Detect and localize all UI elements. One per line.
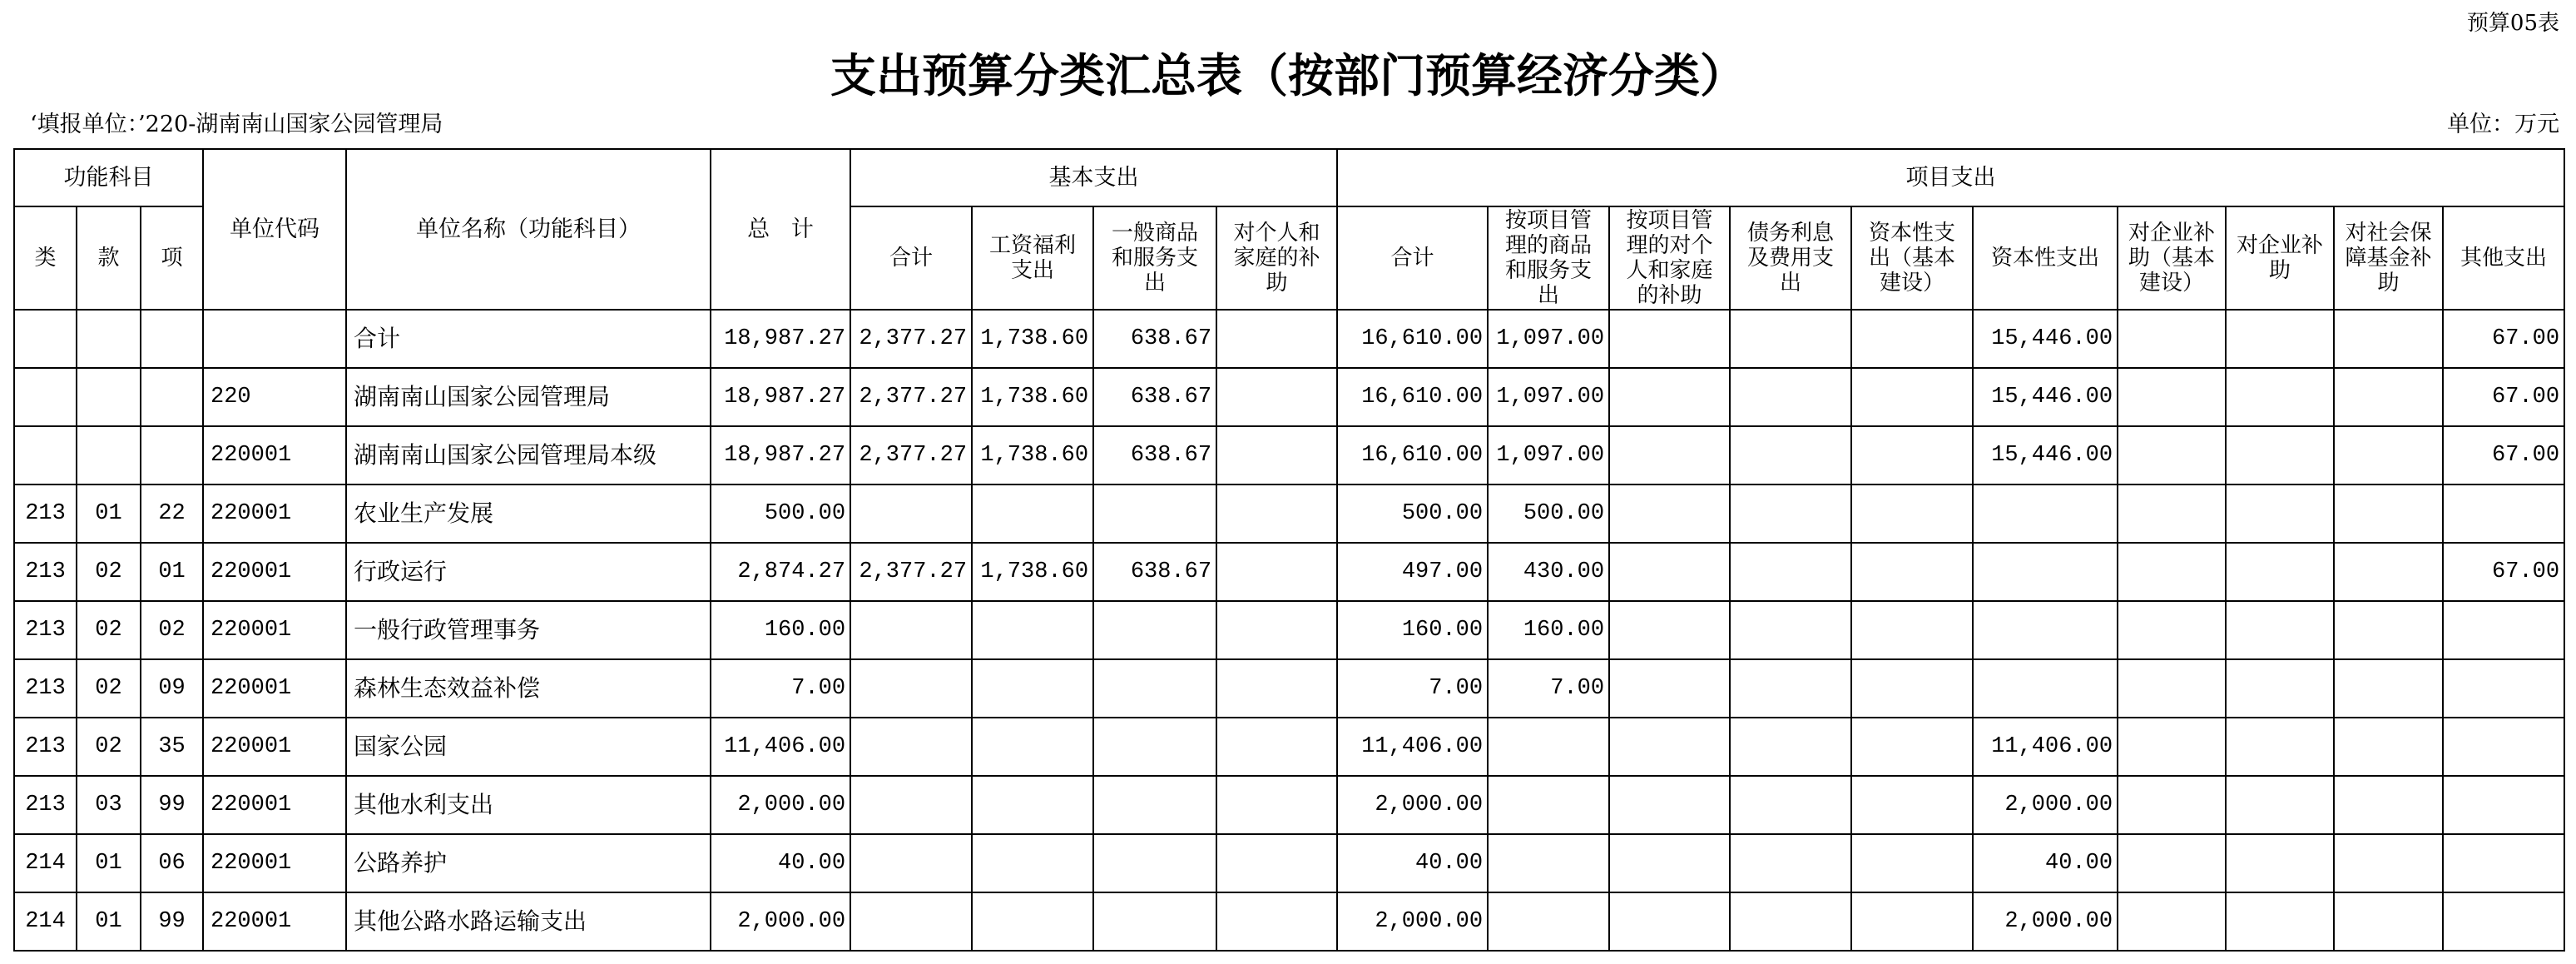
cell-debt-interest <box>1730 834 1851 892</box>
cell-basic-household-subsidy <box>1216 426 1337 484</box>
cell-social-security-subsidy <box>2334 718 2443 776</box>
cell-basic-subtotal <box>850 659 972 718</box>
cell-basic-salary-welfare <box>972 484 1093 543</box>
cell-xiang: 99 <box>141 892 203 951</box>
cell-basic-salary-welfare <box>972 892 1093 951</box>
header-label: 对企业补助 <box>2237 233 2324 283</box>
cell-lei: 213 <box>14 776 77 834</box>
header-kuan: 款 <box>77 206 141 310</box>
cell-debt-interest <box>1730 718 1851 776</box>
cell-project-goods-services: 1,097.00 <box>1488 310 1609 368</box>
cell-basic-subtotal: 2,377.27 <box>850 426 972 484</box>
cell-unit-code: 220 <box>203 368 346 426</box>
cell-unit-code: 220001 <box>203 659 346 718</box>
cell-enterprise-subsidy <box>2226 718 2334 776</box>
cell-other-expenditure <box>2443 776 2564 834</box>
cell-lei <box>14 368 77 426</box>
table-row <box>14 543 2564 601</box>
header-lei: 类 <box>14 206 77 310</box>
budget-summary-table <box>13 148 2565 952</box>
cell-basic-household-subsidy <box>1216 718 1337 776</box>
cell-lei: 213 <box>14 601 77 659</box>
cell-other-expenditure <box>2443 892 2564 951</box>
cell-debt-interest <box>1730 892 1851 951</box>
cell-capital-expenditure <box>1973 601 2118 659</box>
cell-capital-construction <box>1851 310 1973 368</box>
cell-enterprise-subsidy-construction <box>2118 310 2226 368</box>
cell-enterprise-subsidy <box>2226 601 2334 659</box>
cell-unit-name: 行政运行 <box>346 543 711 601</box>
cell-project-subtotal: 16,610.00 <box>1337 426 1488 484</box>
cell-enterprise-subsidy-construction <box>2118 601 2226 659</box>
cell-capital-expenditure: 15,446.00 <box>1973 310 2118 368</box>
header-label: 资本性支出（基本建设） <box>1869 221 1956 296</box>
cell-enterprise-subsidy <box>2226 484 2334 543</box>
cell-unit-code: 220001 <box>203 426 346 484</box>
cell-capital-construction <box>1851 484 1973 543</box>
cell-project-goods-services: 7.00 <box>1488 659 1609 718</box>
cell-other-expenditure: 67.00 <box>2443 543 2564 601</box>
table-row <box>14 892 2564 951</box>
header-basic-goods-services <box>1093 206 1216 310</box>
cell-capital-expenditure: 40.00 <box>1973 834 2118 892</box>
cell-basic-salary-welfare <box>972 659 1093 718</box>
cell-project-subtotal: 11,406.00 <box>1337 718 1488 776</box>
cell-kuan <box>77 426 141 484</box>
cell-enterprise-subsidy <box>2226 426 2334 484</box>
header-total: 总 计 <box>711 149 850 310</box>
header-project-subtotal <box>1337 206 1488 310</box>
cell-enterprise-subsidy-construction <box>2118 834 2226 892</box>
cell-capital-expenditure: 2,000.00 <box>1973 892 2118 951</box>
cell-unit-code: 220001 <box>203 718 346 776</box>
cell-other-expenditure: 67.00 <box>2443 310 2564 368</box>
cell-enterprise-subsidy-construction <box>2118 368 2226 426</box>
header-basic-subtotal <box>850 206 972 310</box>
cell-enterprise-subsidy-construction <box>2118 776 2226 834</box>
header-basic-salary-welfare <box>972 206 1093 310</box>
cell-lei: 213 <box>14 484 77 543</box>
cell-kuan: 01 <box>77 484 141 543</box>
header-label: 对企业补助（基本建设） <box>2128 221 2216 296</box>
cell-project-goods-services: 160.00 <box>1488 601 1609 659</box>
cell-project-household-subsidy <box>1609 892 1730 951</box>
table-body <box>14 310 2564 951</box>
cell-kuan: 01 <box>77 892 141 951</box>
cell-lei: 213 <box>14 543 77 601</box>
cell-social-security-subsidy <box>2334 601 2443 659</box>
header-label: 按项目管理的对个人和家庭的补助 <box>1626 208 1713 308</box>
cell-unit-code <box>203 310 346 368</box>
cell-basic-goods-services: 638.67 <box>1093 426 1216 484</box>
cell-total: 500.00 <box>711 484 850 543</box>
header-row-groups <box>14 149 2564 206</box>
header-unit-name: 单位名称（功能科目） <box>346 149 711 310</box>
cell-capital-expenditure <box>1973 659 2118 718</box>
cell-project-goods-services <box>1488 718 1609 776</box>
cell-unit-name: 湖南南山国家公园管理局 <box>346 368 711 426</box>
header-basic-expenditure: 基本支出 <box>850 149 1337 206</box>
cell-project-subtotal: 16,610.00 <box>1337 368 1488 426</box>
cell-kuan: 02 <box>77 659 141 718</box>
cell-social-security-subsidy <box>2334 368 2443 426</box>
header-label: 按项目管理的商品和服务支出 <box>1505 208 1593 308</box>
cell-unit-code: 220001 <box>203 543 346 601</box>
cell-other-expenditure <box>2443 659 2564 718</box>
header-label: 合计 <box>889 246 934 271</box>
cell-capital-construction <box>1851 543 1973 601</box>
cell-capital-expenditure: 15,446.00 <box>1973 368 2118 426</box>
cell-basic-goods-services: 638.67 <box>1093 368 1216 426</box>
cell-lei: 214 <box>14 892 77 951</box>
cell-xiang <box>141 310 203 368</box>
cell-capital-expenditure <box>1973 543 2118 601</box>
cell-project-household-subsidy <box>1609 659 1730 718</box>
cell-basic-subtotal <box>850 834 972 892</box>
cell-debt-interest <box>1730 310 1851 368</box>
cell-unit-code: 220001 <box>203 892 346 951</box>
cell-total: 18,987.27 <box>711 310 850 368</box>
table-row <box>14 484 2564 543</box>
cell-kuan: 02 <box>77 543 141 601</box>
cell-xiang <box>141 426 203 484</box>
cell-basic-goods-services <box>1093 601 1216 659</box>
cell-other-expenditure: 67.00 <box>2443 426 2564 484</box>
cell-project-subtotal: 497.00 <box>1337 543 1488 601</box>
cell-enterprise-subsidy-construction <box>2118 718 2226 776</box>
header-enterprise-subsidy-construction <box>2118 206 2226 310</box>
cell-total: 18,987.27 <box>711 368 850 426</box>
cell-enterprise-subsidy <box>2226 776 2334 834</box>
header-xiang: 项 <box>141 206 203 310</box>
form-code-label: 预算05表 <box>2466 11 2559 36</box>
cell-kuan: 02 <box>77 718 141 776</box>
cell-enterprise-subsidy-construction <box>2118 543 2226 601</box>
cell-enterprise-subsidy-construction <box>2118 892 2226 951</box>
cell-basic-household-subsidy <box>1216 776 1337 834</box>
header-label: 工资福利支出 <box>989 233 1077 283</box>
cell-debt-interest <box>1730 601 1851 659</box>
cell-project-household-subsidy <box>1609 484 1730 543</box>
currency-unit-label: 单位：万元 <box>2447 112 2559 137</box>
cell-basic-household-subsidy <box>1216 892 1337 951</box>
header-basic-household-subsidy <box>1216 206 1337 310</box>
cell-kuan <box>77 310 141 368</box>
cell-debt-interest <box>1730 776 1851 834</box>
cell-debt-interest <box>1730 368 1851 426</box>
cell-basic-household-subsidy <box>1216 310 1337 368</box>
cell-project-subtotal: 16,610.00 <box>1337 310 1488 368</box>
cell-unit-name: 湖南南山国家公园管理局本级 <box>346 426 711 484</box>
cell-capital-expenditure: 11,406.00 <box>1973 718 2118 776</box>
cell-lei: 214 <box>14 834 77 892</box>
cell-kuan: 01 <box>77 834 141 892</box>
cell-social-security-subsidy <box>2334 834 2443 892</box>
cell-basic-goods-services <box>1093 776 1216 834</box>
cell-unit-name: 合计 <box>346 310 711 368</box>
cell-basic-goods-services <box>1093 484 1216 543</box>
cell-project-household-subsidy <box>1609 368 1730 426</box>
cell-basic-subtotal: 2,377.27 <box>850 368 972 426</box>
cell-unit-name: 一般行政管理事务 <box>346 601 711 659</box>
cell-basic-household-subsidy <box>1216 484 1337 543</box>
cell-basic-goods-services <box>1093 834 1216 892</box>
cell-xiang <box>141 368 203 426</box>
header-other-expenditure <box>2443 206 2564 310</box>
header-label: 一般商品和服务支出 <box>1112 221 1199 296</box>
header-label: 对社会保障基金补助 <box>2345 221 2432 296</box>
cell-enterprise-subsidy-construction <box>2118 426 2226 484</box>
header-capital-expenditure <box>1973 206 2118 310</box>
cell-social-security-subsidy <box>2334 892 2443 951</box>
cell-capital-expenditure: 2,000.00 <box>1973 776 2118 834</box>
cell-xiang: 02 <box>141 601 203 659</box>
cell-basic-goods-services <box>1093 659 1216 718</box>
cell-project-subtotal: 2,000.00 <box>1337 776 1488 834</box>
cell-lei: 213 <box>14 659 77 718</box>
cell-social-security-subsidy <box>2334 484 2443 543</box>
cell-project-household-subsidy <box>1609 310 1730 368</box>
cell-project-subtotal: 7.00 <box>1337 659 1488 718</box>
cell-basic-subtotal <box>850 718 972 776</box>
cell-social-security-subsidy <box>2334 543 2443 601</box>
cell-other-expenditure <box>2443 834 2564 892</box>
cell-total: 18,987.27 <box>711 426 850 484</box>
header-label: 其他支出 <box>2460 246 2548 271</box>
cell-unit-code: 220001 <box>203 484 346 543</box>
cell-xiang: 22 <box>141 484 203 543</box>
cell-unit-name: 其他水利支出 <box>346 776 711 834</box>
cell-unit-name: 农业生产发展 <box>346 484 711 543</box>
cell-basic-salary-welfare: 1,738.60 <box>972 368 1093 426</box>
cell-unit-name: 国家公园 <box>346 718 711 776</box>
header-label: 合计 <box>1390 246 1434 271</box>
header-unit-code: 单位代码 <box>203 149 346 310</box>
cell-total: 160.00 <box>711 601 850 659</box>
cell-capital-construction <box>1851 368 1973 426</box>
cell-capital-construction <box>1851 601 1973 659</box>
cell-basic-salary-welfare <box>972 776 1093 834</box>
filing-unit-label: ‘填报单位：’220-湖南南山国家公园管理局 <box>30 112 443 137</box>
table-row <box>14 659 2564 718</box>
cell-social-security-subsidy <box>2334 659 2443 718</box>
cell-debt-interest <box>1730 659 1851 718</box>
cell-project-household-subsidy <box>1609 834 1730 892</box>
cell-basic-subtotal <box>850 776 972 834</box>
cell-basic-subtotal <box>850 484 972 543</box>
cell-basic-household-subsidy <box>1216 834 1337 892</box>
cell-unit-name: 森林生态效益补偿 <box>346 659 711 718</box>
cell-total: 40.00 <box>711 834 850 892</box>
cell-xiang: 99 <box>141 776 203 834</box>
cell-unit-code: 220001 <box>203 776 346 834</box>
cell-project-subtotal: 160.00 <box>1337 601 1488 659</box>
cell-enterprise-subsidy <box>2226 659 2334 718</box>
cell-debt-interest <box>1730 484 1851 543</box>
header-capital-construction <box>1851 206 1973 310</box>
cell-social-security-subsidy <box>2334 310 2443 368</box>
header-project-expenditure: 项目支出 <box>1337 149 2564 206</box>
table-row <box>14 310 2564 368</box>
table-row <box>14 368 2564 426</box>
cell-capital-expenditure: 15,446.00 <box>1973 426 2118 484</box>
cell-other-expenditure <box>2443 601 2564 659</box>
cell-basic-goods-services <box>1093 892 1216 951</box>
cell-project-subtotal: 40.00 <box>1337 834 1488 892</box>
table-header <box>14 149 2564 310</box>
cell-enterprise-subsidy <box>2226 892 2334 951</box>
header-social-security-subsidy <box>2334 206 2443 310</box>
cell-project-household-subsidy <box>1609 426 1730 484</box>
cell-social-security-subsidy <box>2334 426 2443 484</box>
cell-lei: 213 <box>14 718 77 776</box>
cell-lei <box>14 426 77 484</box>
cell-capital-construction <box>1851 892 1973 951</box>
cell-project-subtotal: 2,000.00 <box>1337 892 1488 951</box>
cell-debt-interest <box>1730 543 1851 601</box>
cell-total: 2,000.00 <box>711 776 850 834</box>
cell-xiang: 06 <box>141 834 203 892</box>
cell-project-subtotal: 500.00 <box>1337 484 1488 543</box>
cell-basic-subtotal <box>850 601 972 659</box>
cell-basic-salary-welfare <box>972 718 1093 776</box>
cell-total: 11,406.00 <box>711 718 850 776</box>
cell-unit-code: 220001 <box>203 601 346 659</box>
cell-unit-name: 公路养护 <box>346 834 711 892</box>
cell-enterprise-subsidy-construction <box>2118 484 2226 543</box>
header-project-goods-services <box>1488 206 1609 310</box>
cell-capital-construction <box>1851 659 1973 718</box>
cell-debt-interest <box>1730 426 1851 484</box>
cell-total: 2,000.00 <box>711 892 850 951</box>
cell-other-expenditure: 67.00 <box>2443 368 2564 426</box>
table-row <box>14 426 2564 484</box>
cell-basic-goods-services <box>1093 718 1216 776</box>
cell-basic-household-subsidy <box>1216 543 1337 601</box>
header-debt-interest <box>1730 206 1851 310</box>
table-row <box>14 776 2564 834</box>
cell-lei <box>14 310 77 368</box>
cell-basic-household-subsidy <box>1216 659 1337 718</box>
cell-project-goods-services <box>1488 892 1609 951</box>
table-row <box>14 718 2564 776</box>
header-label: 资本性支出 <box>1991 246 2100 271</box>
cell-enterprise-subsidy <box>2226 310 2334 368</box>
table-row <box>14 834 2564 892</box>
cell-social-security-subsidy <box>2334 776 2443 834</box>
header-enterprise-subsidy <box>2226 206 2334 310</box>
cell-basic-household-subsidy <box>1216 601 1337 659</box>
cell-capital-construction <box>1851 834 1973 892</box>
cell-xiang: 01 <box>141 543 203 601</box>
cell-basic-salary-welfare: 1,738.60 <box>972 543 1093 601</box>
cell-other-expenditure <box>2443 718 2564 776</box>
cell-project-household-subsidy <box>1609 718 1730 776</box>
cell-project-goods-services: 430.00 <box>1488 543 1609 601</box>
header-project-household-subsidy <box>1609 206 1730 310</box>
cell-basic-goods-services: 638.67 <box>1093 543 1216 601</box>
cell-enterprise-subsidy <box>2226 834 2334 892</box>
cell-total: 2,874.27 <box>711 543 850 601</box>
cell-basic-salary-welfare <box>972 834 1093 892</box>
cell-project-goods-services: 1,097.00 <box>1488 426 1609 484</box>
table-row <box>14 601 2564 659</box>
cell-project-household-subsidy <box>1609 543 1730 601</box>
cell-enterprise-subsidy <box>2226 543 2334 601</box>
cell-unit-code: 220001 <box>203 834 346 892</box>
cell-project-goods-services: 1,097.00 <box>1488 368 1609 426</box>
cell-xiang: 35 <box>141 718 203 776</box>
cell-capital-construction <box>1851 426 1973 484</box>
cell-project-household-subsidy <box>1609 601 1730 659</box>
cell-project-goods-services <box>1488 776 1609 834</box>
cell-basic-goods-services: 638.67 <box>1093 310 1216 368</box>
cell-basic-household-subsidy <box>1216 368 1337 426</box>
cell-capital-construction <box>1851 718 1973 776</box>
cell-basic-subtotal: 2,377.27 <box>850 310 972 368</box>
cell-enterprise-subsidy-construction <box>2118 659 2226 718</box>
header-label: 对个人和家庭的补助 <box>1233 221 1320 296</box>
cell-kuan: 02 <box>77 601 141 659</box>
cell-unit-name: 其他公路水路运输支出 <box>346 892 711 951</box>
cell-total: 7.00 <box>711 659 850 718</box>
header-function-subject: 功能科目 <box>14 149 203 206</box>
page-title: 支出预算分类汇总表（按部门预算经济分类） <box>830 48 1746 102</box>
header-label: 债务利息及费用支出 <box>1747 221 1835 296</box>
cell-kuan: 03 <box>77 776 141 834</box>
cell-xiang: 09 <box>141 659 203 718</box>
cell-basic-salary-welfare <box>972 601 1093 659</box>
cell-basic-salary-welfare: 1,738.60 <box>972 426 1093 484</box>
cell-enterprise-subsidy <box>2226 368 2334 426</box>
cell-other-expenditure <box>2443 484 2564 543</box>
cell-project-goods-services: 500.00 <box>1488 484 1609 543</box>
cell-basic-subtotal <box>850 892 972 951</box>
cell-kuan <box>77 368 141 426</box>
cell-project-goods-services <box>1488 834 1609 892</box>
cell-project-household-subsidy <box>1609 776 1730 834</box>
cell-basic-subtotal: 2,377.27 <box>850 543 972 601</box>
cell-basic-salary-welfare: 1,738.60 <box>972 310 1093 368</box>
cell-capital-expenditure <box>1973 484 2118 543</box>
cell-capital-construction <box>1851 776 1973 834</box>
